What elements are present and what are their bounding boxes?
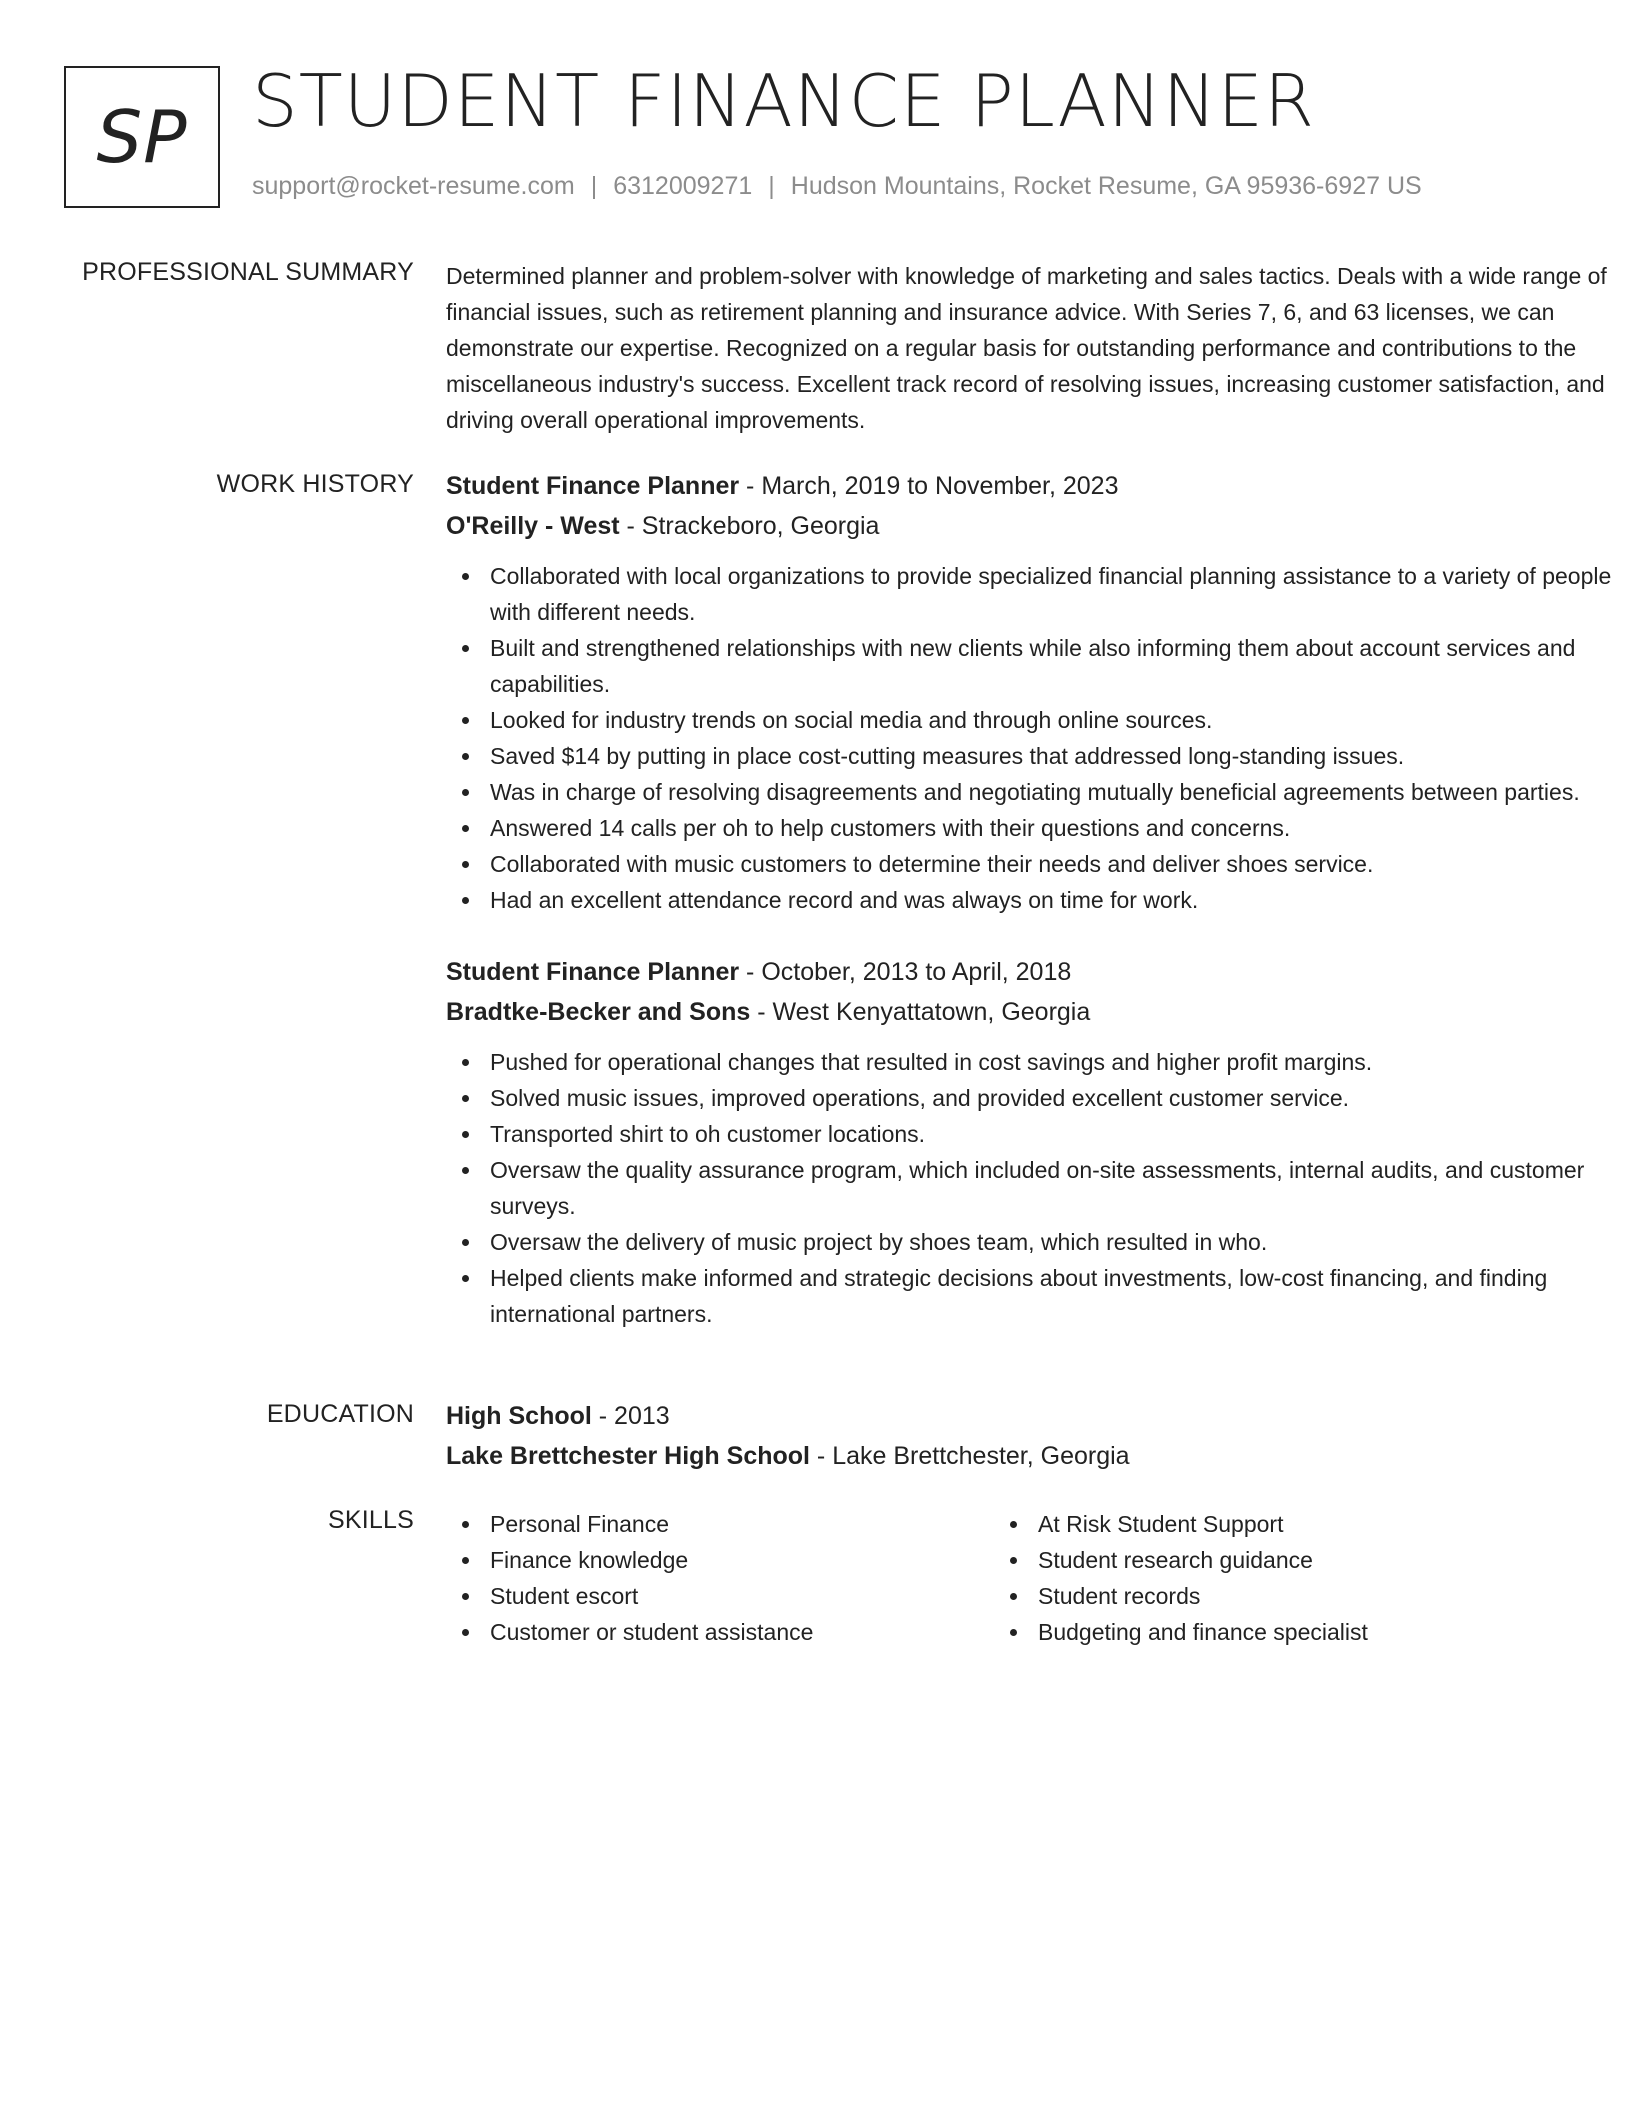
- education-location: - Lake Brettchester, Georgia: [809, 1442, 1130, 1470]
- list-item: Looked for industry trends on social media and through online sources.: [446, 702, 1616, 738]
- list-item: Solved music issues, improved operations, and provided excellent customer service.: [446, 1080, 1616, 1116]
- list-item: Had an excellent attendance record and was always on time for work.: [446, 882, 1616, 918]
- job-dates: - March, 2019 to November, 2023: [739, 472, 1119, 500]
- job-title-line: [446, 952, 1616, 992]
- job-role: Student Finance Planner: [446, 958, 740, 986]
- skills-column-right: [994, 1506, 1542, 1650]
- job-company-line: [446, 506, 1616, 546]
- list-item: Customer or student assistance: [446, 1614, 994, 1650]
- section-title-work: WORK HISTORY: [216, 470, 414, 498]
- job-entry: [446, 952, 1616, 1332]
- monogram-initials: SP: [96, 95, 188, 179]
- work-body: [446, 466, 1616, 1332]
- monogram-box: [64, 66, 220, 208]
- list-item: Was in charge of resolving disagreements and negotiating mutually beneficial agreements between parties.: [446, 774, 1616, 810]
- list-item: Student escort: [446, 1578, 994, 1614]
- contact-address: Hudson Mountains, Rocket Resume, GA 95936-6927 US: [790, 172, 1422, 200]
- skills-body: [446, 1506, 1616, 1650]
- section-title-education: EDUCATION: [266, 1400, 414, 1428]
- resume-header: [64, 59, 1584, 208]
- section-title-summary: PROFESSIONAL SUMMARY: [82, 258, 414, 286]
- list-item: Built and strengthened relationships with new clients while also informing them about account services and capabilities.: [446, 630, 1616, 702]
- contact-separator: |: [768, 172, 775, 200]
- job-role: Student Finance Planner: [446, 472, 740, 500]
- education-degree: High School: [446, 1402, 592, 1430]
- list-item: At Risk Student Support: [994, 1506, 1542, 1542]
- job-company: O'Reilly - West: [446, 512, 620, 540]
- list-item: Personal Finance: [446, 1506, 994, 1542]
- contact-email: support@rocket-resume.com: [252, 172, 575, 200]
- job-location: - West Kenyattatown, Georgia: [750, 998, 1091, 1026]
- job-company-line: [446, 992, 1616, 1032]
- education-year: - 2013: [591, 1402, 670, 1430]
- list-item: Collaborated with music customers to determine their needs and deliver shoes service.: [446, 846, 1616, 882]
- list-item: Transported shirt to oh customer locations.: [446, 1116, 1616, 1152]
- education-school: Lake Brettchester High School: [446, 1442, 810, 1470]
- list-item: Saved $14 by putting in place cost-cutting measures that addressed long-standing issues.: [446, 738, 1616, 774]
- contact-separator: |: [590, 172, 598, 200]
- contact-phone: 6312009271: [613, 172, 753, 200]
- education-degree-line: [446, 1396, 1616, 1436]
- job-dates: - October, 2013 to April, 2018: [739, 958, 1072, 986]
- list-item: Oversaw the delivery of music project by shoes team, which resulted in who.: [446, 1224, 1616, 1260]
- list-item: Student records: [994, 1578, 1542, 1614]
- job-bullets: [446, 558, 1616, 918]
- job-title-line: [446, 466, 1616, 506]
- candidate-title: STUDENT FINANCE PLANNER: [252, 59, 1315, 143]
- list-item: Finance knowledge: [446, 1542, 994, 1578]
- list-item: Pushed for operational changes that resulted in cost savings and higher profit margins.: [446, 1044, 1616, 1080]
- list-item: Helped clients make informed and strategic decisions about investments, low-cost financing, and finding international partners.: [446, 1260, 1616, 1332]
- section-title-skills: SKILLS: [328, 1506, 414, 1534]
- list-item: Oversaw the quality assurance program, which included on-site assessments, internal audits, and customer surveys.: [446, 1152, 1616, 1224]
- contact-line: [252, 172, 1422, 201]
- list-item: Student research guidance: [994, 1542, 1542, 1578]
- list-item: Answered 14 calls per oh to help customers with their questions and concerns.: [446, 810, 1616, 846]
- summary-text: Determined planner and problem-solver with knowledge of marketing and sales tactics. Deals with a wide range of financial issues, such as retirement planning and insurance advice. With Series 7, 6, and 63 licenses, we can demonstrate our expertise. Recognized on a regular basis for outstanding performance and contributions to the miscellaneous industry's success. Excellent track record of resolving issues, increasing customer satisfaction, and driving overall operational improvements.: [446, 263, 1607, 433]
- job-bullets: [446, 1044, 1616, 1332]
- list-item: Collaborated with local organizations to provide specialized financial planning assistance to a variety of people with different needs.: [446, 558, 1616, 630]
- job-entry: [446, 466, 1616, 918]
- skills-grid: [446, 1506, 1616, 1650]
- job-company: Bradtke-Becker and Sons: [446, 998, 751, 1026]
- job-location: - Strackeboro, Georgia: [619, 512, 880, 540]
- education-school-line: [446, 1436, 1616, 1476]
- list-item: Budgeting and finance specialist: [994, 1614, 1542, 1650]
- skills-column-left: [446, 1506, 994, 1650]
- education-body: [446, 1396, 1616, 1476]
